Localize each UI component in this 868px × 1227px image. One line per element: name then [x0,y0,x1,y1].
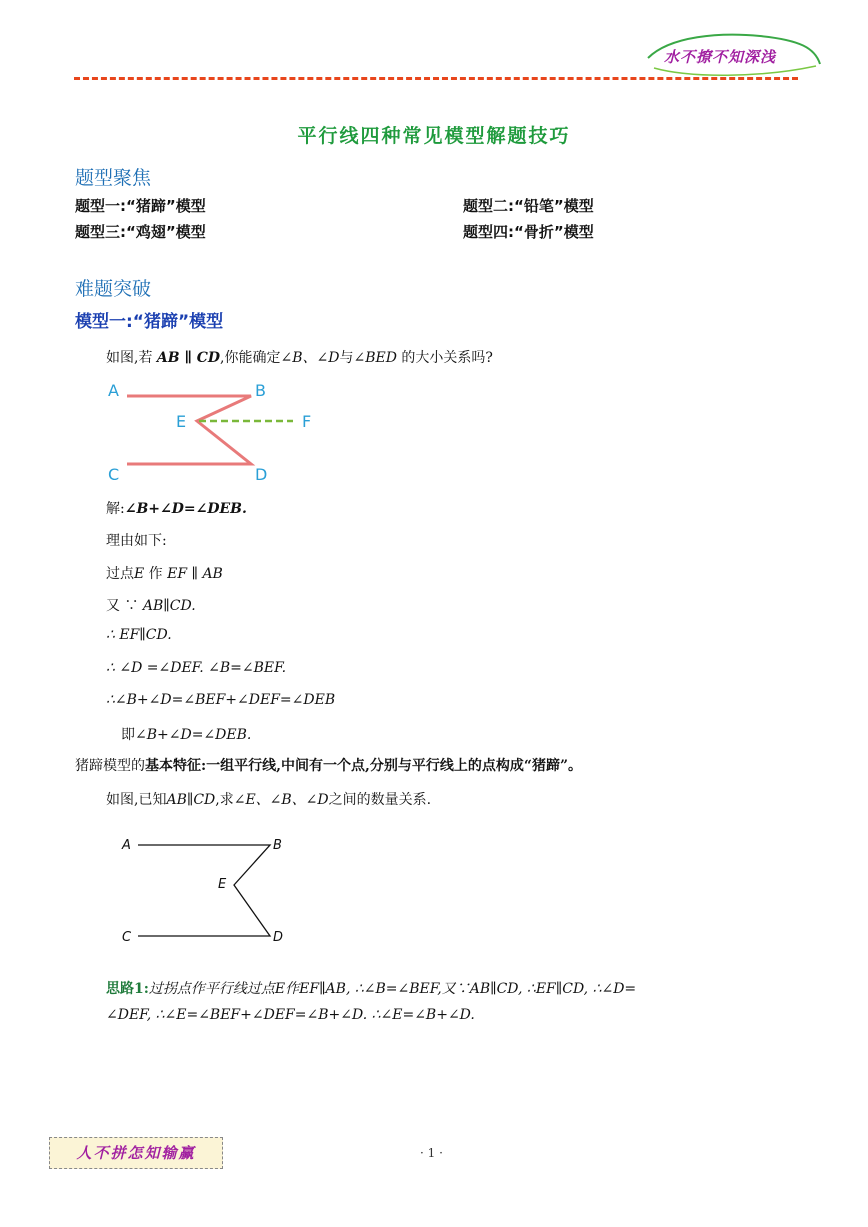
page-title: 平行线四种常见模型解题技巧 [297,125,571,147]
label2-e: E [218,877,227,892]
model-heading: 模型一:“猪蹄”模型 [75,312,224,332]
label2-d: D [273,930,284,945]
label-a: A [108,381,119,400]
label-f: F [302,412,312,431]
figure-1 [100,376,330,486]
label2-b: B [273,838,282,853]
focus-item-3: 题型三:“鸡翅”模型 [75,223,206,241]
question-1: 如图,若 AB ∥ CD,你能确定∠B、∠D与∠BED 的大小关系吗? [106,350,493,366]
label2-a: A [122,838,131,853]
focus-heading: 题型聚焦 [75,167,152,189]
idea-line-2: ∠DEF, ∴∠E=∠BEF+∠DEF=∠B+∠D. ∴∠E=∠B+∠D. [106,1007,475,1023]
label2-c: C [122,930,132,945]
solution-step-6: 即∠B+∠D=∠DEB. [121,727,252,743]
zigzag-line [127,396,251,464]
breakthrough-heading: 难题突破 [75,278,152,300]
solution-step-4: ∴ ∠D =∠DEF. ∠B=∠BEF. [106,660,287,676]
focus-item-4: 题型四:“骨折”模型 [463,223,594,241]
solution-step-2: 又 ∵ AB∥CD. [106,598,196,614]
idea-line-1: 思路1:过拐点作平行线过点E作EF∥AB, ∴∠B=∠BEF,又∵AB∥CD, ∴EF∥CD, ∴∠D= [106,981,637,997]
label-d: D [255,465,268,484]
focus-item-2: 题型二:“铅笔”模型 [463,197,594,215]
label-c: C [108,465,120,484]
page-number: · 1 · [420,1146,443,1160]
solution-answer: 解:∠B+∠D=∠DEB. [106,501,247,517]
question-2: 如图,已知AB∥CD,求∠E、∠B、∠D之间的数量关系. [106,792,432,808]
header-divider [74,77,798,80]
solution-reason: 理由如下: [106,533,167,549]
feature-text: 猪蹄模型的基本特征:一组平行线,中间有一个点,分别与平行线上的点构成“猪蹄”。 [75,758,583,774]
solution-step-1: 过点E 作 EF ∥ AB [106,566,223,582]
zigzag-line-2 [138,845,270,936]
header-motto: 水不撩不知深浅 [664,48,777,66]
focus-item-1: 题型一:“猪蹄”模型 [75,197,206,215]
footer-motto: 人不拼怎知输赢 [49,1137,223,1169]
solution-step-5: ∴∠B+∠D=∠BEF+∠DEF=∠DEB [106,692,336,708]
label-b: B [255,381,266,400]
solution-step-3: ∴ EF∥CD. [106,627,172,643]
figure-2 [118,832,298,950]
label-e: E [176,412,187,431]
